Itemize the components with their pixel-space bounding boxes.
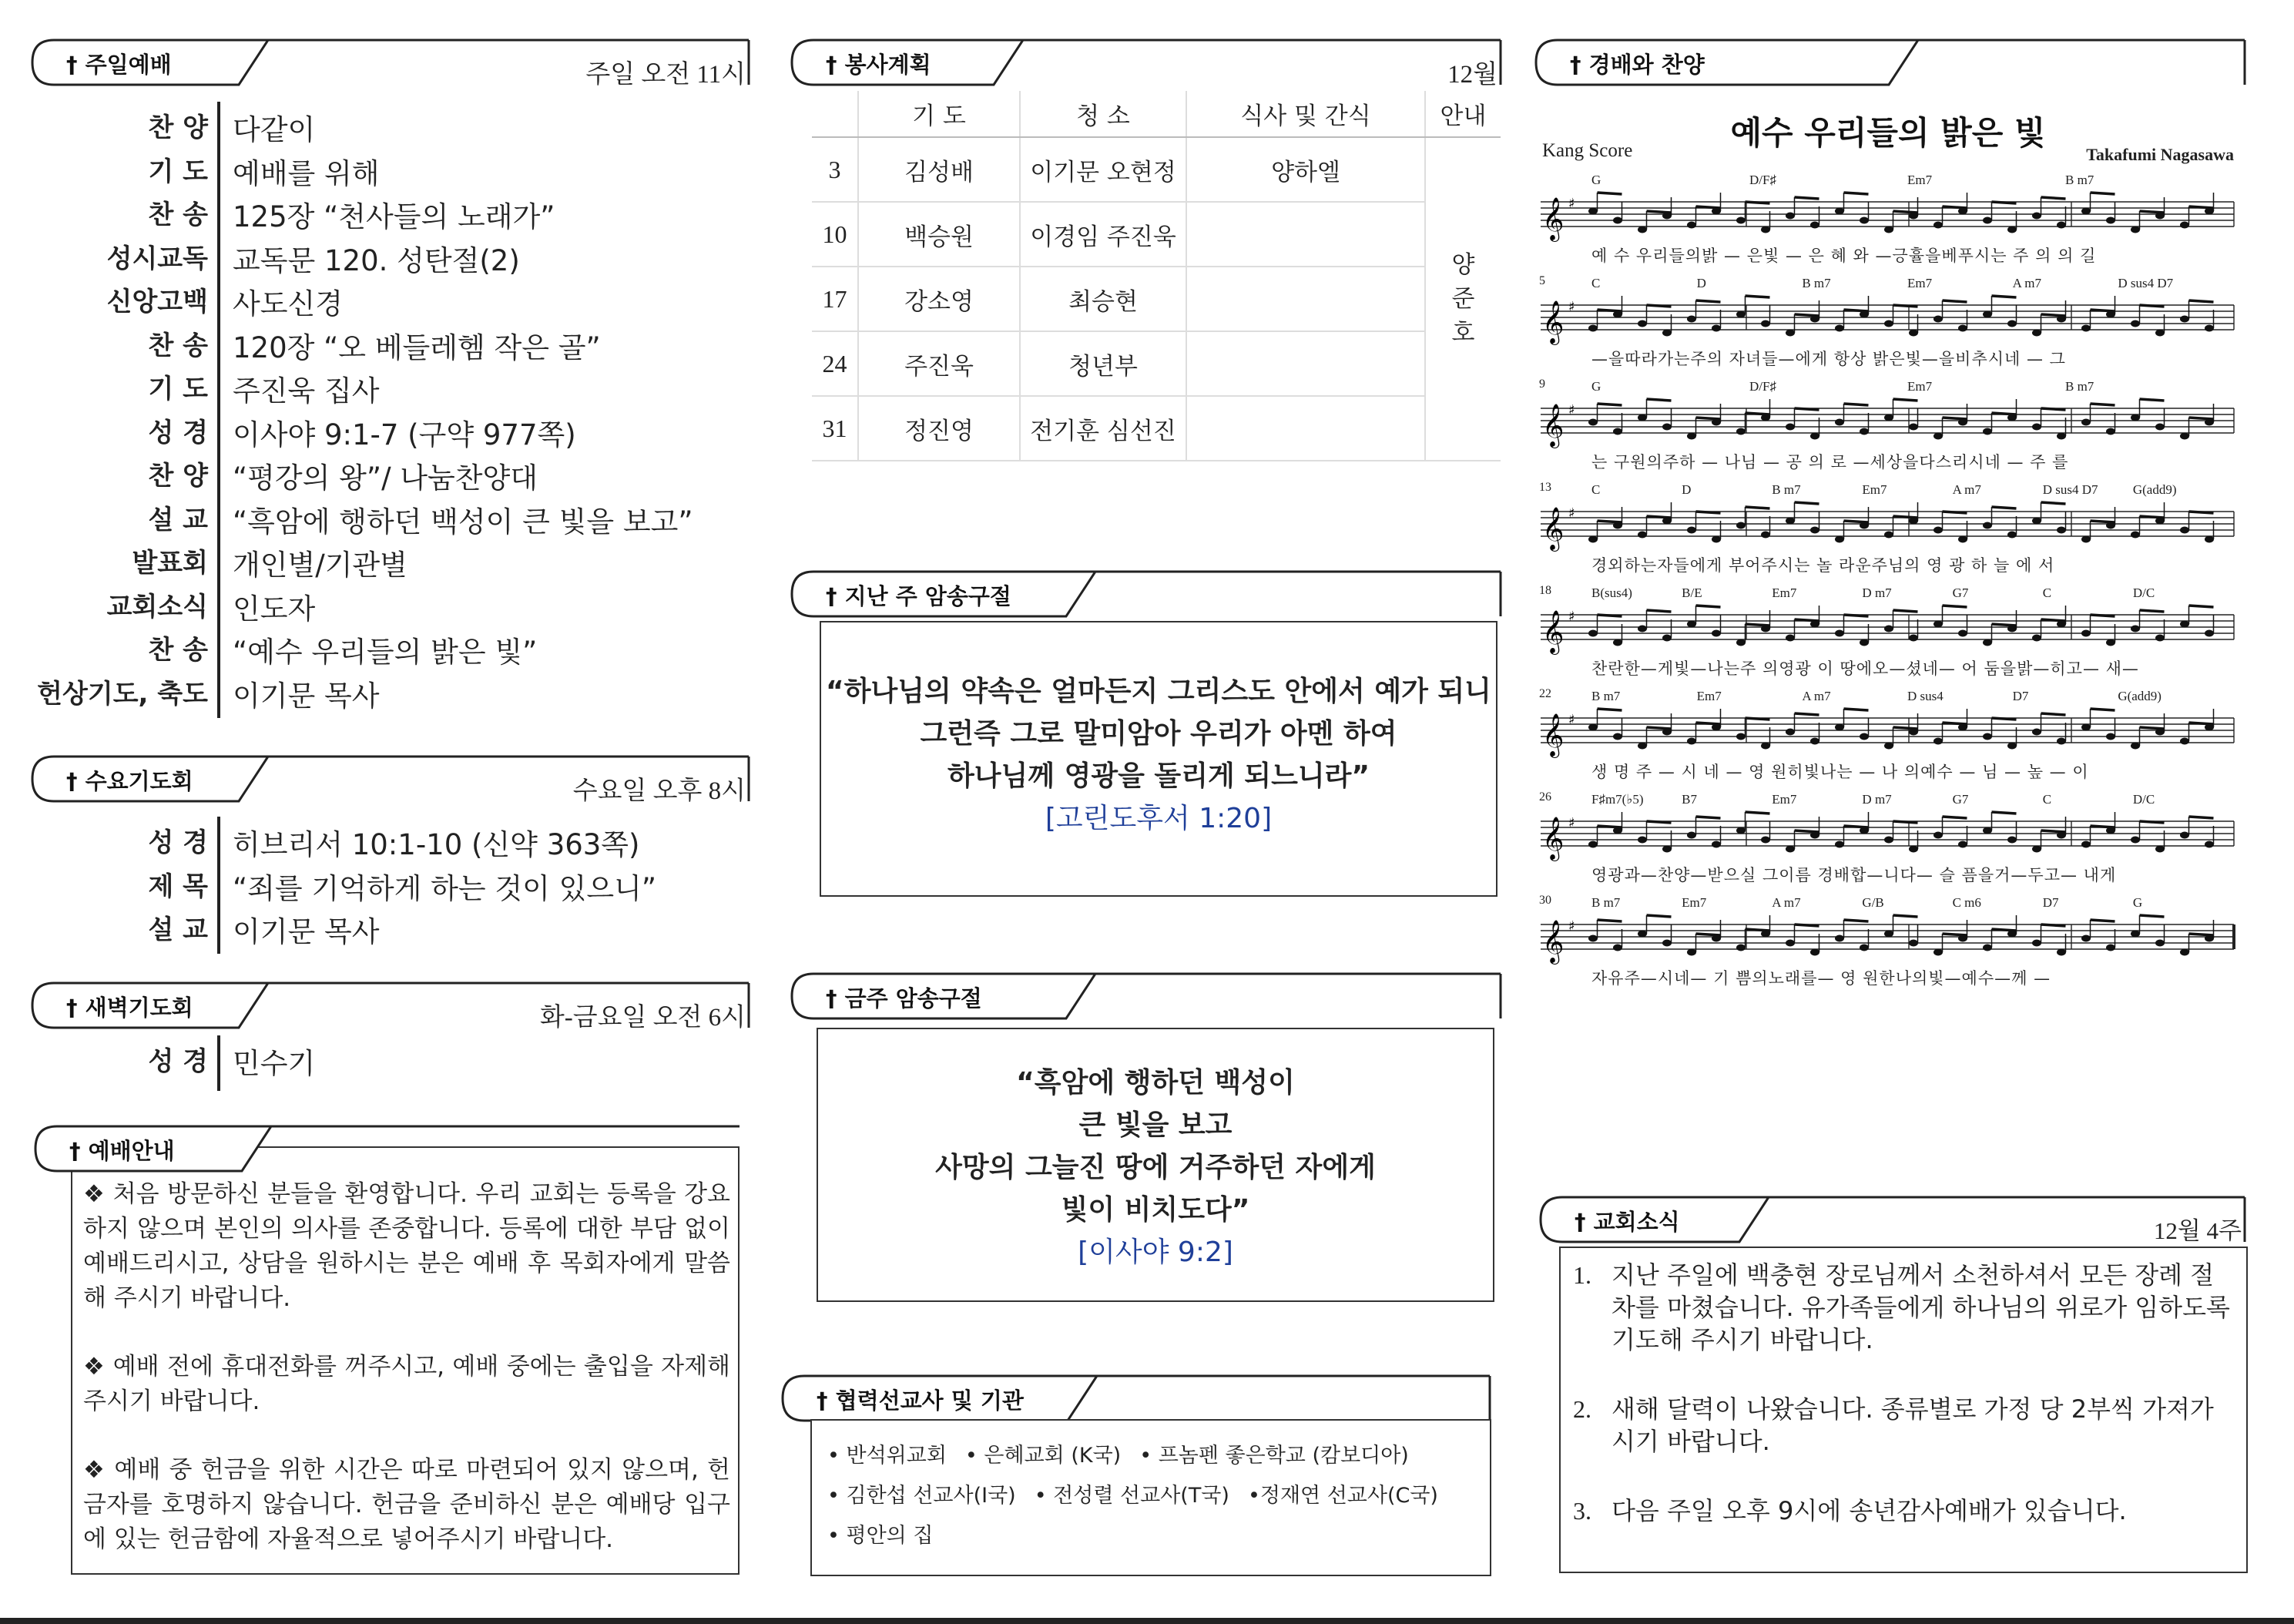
music-staff bbox=[1538, 604, 2239, 658]
sunday-worship-header bbox=[31, 39, 752, 89]
chord-symbol: Em7 bbox=[1907, 379, 1933, 394]
order-row bbox=[31, 904, 752, 947]
chord-symbol: A m7 bbox=[1772, 895, 1801, 910]
order-label: 찬 송 bbox=[148, 635, 208, 666]
chord-symbol: B m7 bbox=[1802, 276, 1831, 290]
measure-number: 22 bbox=[1539, 687, 1551, 700]
chord-symbol: D sus4 bbox=[1907, 689, 1944, 703]
verse-line: 빛이 비치도다” bbox=[1061, 1194, 1250, 1226]
chord-symbol: B/E bbox=[1682, 586, 1702, 600]
guide-char: 준 bbox=[1451, 285, 1475, 313]
music-staff bbox=[1538, 707, 2239, 761]
lyrics-line: 는 구원의주하 — 나님 — 공 의 로 —세상을다스리시네 — 주 를 bbox=[1591, 453, 2069, 471]
section-title: † 교회소식 bbox=[1575, 1209, 1680, 1235]
order-label: 찬 양 bbox=[148, 461, 208, 492]
svg-text:𝄞: 𝄞 bbox=[1542, 507, 1565, 550]
mission-item: •정재연 선교사(C국) bbox=[1247, 1484, 1438, 1508]
chord-symbol: G(add9) bbox=[2132, 482, 2177, 497]
measure-number: 30 bbox=[1539, 894, 1551, 907]
chord-symbol: A m7 bbox=[1802, 689, 1831, 703]
guide-paragraph: ❖ 예배 전에 휴대전화를 꺼주시고, 예배 중에는 출입을 자제해 주시기 바랍니다. bbox=[83, 1353, 730, 1415]
worship-song-header bbox=[1534, 39, 2248, 86]
order-value: 이기문 목사 bbox=[233, 679, 380, 713]
service-month: 12월 bbox=[1447, 61, 1497, 89]
order-label: 성 경 bbox=[148, 1046, 208, 1077]
verse-reference: [고린도후서 1:20] bbox=[1045, 803, 1273, 834]
order-value: 교독문 120. 성탄절(2) bbox=[233, 243, 520, 277]
verse-line: 하나님께 영광을 돌리게 되느니라” bbox=[947, 760, 1370, 792]
meal-cell bbox=[1186, 396, 1425, 461]
news-date: 12월 4주 bbox=[2153, 1217, 2242, 1244]
order-label: 찬 송 bbox=[148, 200, 208, 230]
order-value: “평강의 왕”/ 나눔찬양대 bbox=[233, 461, 538, 495]
chord-symbol: Em7 bbox=[1772, 586, 1797, 600]
verse-reference: [이사야 9:2] bbox=[1078, 1236, 1233, 1268]
mission-item: • 반석위교회 bbox=[827, 1444, 947, 1468]
order-value: 125장 “천사들의 노래가” bbox=[233, 200, 555, 233]
score-system bbox=[1538, 687, 2239, 790]
chord-symbol: C bbox=[1591, 482, 1601, 497]
verse-line: “하나님의 약속은 얼마든지 그리스도 안에서 예가 되니 bbox=[826, 676, 1491, 707]
chord-symbol: Em7 bbox=[1907, 173, 1933, 187]
mission-line bbox=[827, 1436, 1474, 1476]
order-label: 기 도 bbox=[148, 374, 208, 404]
column-header: 청 소 bbox=[1020, 91, 1186, 137]
chord-symbol: C bbox=[2042, 792, 2052, 807]
mission-item: • 은혜교회 (K국) bbox=[964, 1444, 1122, 1468]
svg-text:𝄞: 𝄞 bbox=[1542, 713, 1565, 757]
column-header: 식사 및 간식 bbox=[1186, 91, 1425, 137]
news-text: 지난 주일에 백충현 장로님께서 소천하셔서 모든 장례 절차를 마쳤습니다. 유가족들에게 하나님의 위로가 임하도록 기도해 주시기 바랍니다. bbox=[1612, 1260, 2230, 1354]
verse-line: 큰 빛을 보고 bbox=[1078, 1109, 1233, 1141]
week-cell: 3 bbox=[812, 137, 858, 202]
measure-number: 18 bbox=[1539, 584, 1551, 597]
svg-text:𝄞: 𝄞 bbox=[1542, 817, 1565, 860]
chord-symbol: Em7 bbox=[1907, 276, 1933, 290]
chord-symbol: B m7 bbox=[1591, 895, 1621, 910]
svg-text:𝄞: 𝄞 bbox=[1542, 610, 1565, 653]
svg-text:♯: ♯ bbox=[1568, 815, 1575, 831]
order-label: 찬 양 bbox=[148, 112, 208, 143]
news-text: 새해 달력이 나왔습니다. 종류별로 가정 당 2부씩 가져가시기 바랍니다. bbox=[1612, 1394, 2214, 1456]
svg-text:♯: ♯ bbox=[1568, 505, 1575, 522]
svg-text:♯: ♯ bbox=[1568, 609, 1575, 625]
chord-symbol: B m7 bbox=[2065, 379, 2094, 394]
mission-item: • 김한섭 선교사(I국) bbox=[827, 1484, 1016, 1508]
prayer-cell: 정진영 bbox=[858, 396, 1020, 461]
chord-symbol: D m7 bbox=[1862, 792, 1892, 807]
score-system bbox=[1538, 790, 2239, 894]
order-row bbox=[31, 102, 752, 145]
verse-line: “흑암에 행하던 백성이 bbox=[1016, 1067, 1295, 1099]
order-row bbox=[31, 189, 752, 232]
composer: Takafumi Nagasawa bbox=[2086, 145, 2234, 164]
order-value: 예배를 위해 bbox=[233, 156, 380, 190]
dawn-order bbox=[31, 1035, 752, 1091]
measure-number: 5 bbox=[1539, 274, 1545, 287]
mission-item: • 전성렬 선교사(T국) bbox=[1034, 1484, 1229, 1508]
table-header-row bbox=[812, 91, 1501, 137]
order-row bbox=[31, 363, 752, 406]
missions-header bbox=[781, 1374, 1493, 1422]
chord-symbol: D sus4 D7 bbox=[2118, 276, 2174, 290]
lyrics-line: 경외하는자들에게 부어주시는 놀 라운주님의 영 광 하 늘 에 서 bbox=[1591, 556, 2055, 575]
order-value: 이기문 목사 bbox=[233, 915, 380, 948]
table-row bbox=[812, 202, 1501, 267]
cleaning-cell: 최승현 bbox=[1020, 267, 1186, 331]
music-staff bbox=[1538, 398, 2239, 451]
chord-symbol: Em7 bbox=[1696, 689, 1722, 703]
order-row bbox=[31, 407, 752, 450]
order-label: 신앙고백 bbox=[106, 287, 208, 317]
page-bottom-border bbox=[0, 1618, 2294, 1624]
music-staff bbox=[1538, 914, 2239, 968]
chord-symbol: G/B bbox=[1862, 895, 1884, 910]
svg-text:♯: ♯ bbox=[1568, 402, 1575, 418]
week-cell: 31 bbox=[812, 396, 858, 461]
table-row bbox=[812, 331, 1501, 396]
guide-cell bbox=[1425, 137, 1501, 461]
chord-symbol: C m6 bbox=[1952, 895, 1981, 910]
cleaning-cell: 청년부 bbox=[1020, 331, 1186, 396]
music-staff bbox=[1538, 294, 2239, 348]
score-system bbox=[1538, 481, 2239, 584]
chord-symbol: D7 bbox=[2042, 895, 2059, 910]
this-verse-header bbox=[790, 972, 1504, 1020]
chord-symbol: D bbox=[1696, 276, 1706, 290]
lyrics-line: 영광과—찬양—받으실 그이름 경배합—니다— 슬 픔을거—두고— 내게 bbox=[1591, 866, 2117, 884]
chord-symbol: G(add9) bbox=[2118, 689, 2162, 703]
order-label: 설 교 bbox=[148, 504, 208, 535]
chord-symbol: B m7 bbox=[2065, 173, 2094, 187]
section-title: † 협력선교사 및 기관 bbox=[817, 1387, 1024, 1414]
guide-char: 양 bbox=[1451, 251, 1475, 279]
chord-symbol: G7 bbox=[1952, 586, 1969, 600]
cleaning-cell: 이기문 오현정 bbox=[1020, 137, 1186, 202]
meal-cell bbox=[1186, 202, 1425, 267]
chord-symbol: B m7 bbox=[1591, 689, 1621, 703]
chord-symbol: B7 bbox=[1682, 792, 1697, 807]
service-plan-header bbox=[790, 39, 1504, 89]
order-row bbox=[31, 233, 752, 276]
news-item bbox=[1573, 1495, 2234, 1527]
prayer-cell: 주진욱 bbox=[858, 331, 1020, 396]
chord-symbol: G bbox=[1591, 379, 1601, 394]
section-title: † 수요기도회 bbox=[66, 768, 193, 794]
service-time: 화-금요일 오전 6시 bbox=[539, 1004, 746, 1032]
order-label: 찬 송 bbox=[148, 330, 208, 361]
verse-line: 사망의 그늘진 땅에 거주하던 자에게 bbox=[935, 1152, 1376, 1183]
news-item bbox=[1573, 1259, 2234, 1356]
table-row bbox=[812, 396, 1501, 461]
column-header: 안내 bbox=[1425, 91, 1501, 137]
guide-char: 호 bbox=[1451, 319, 1475, 347]
worship-guide-text bbox=[83, 1177, 730, 1557]
section-title: † 지난 주 암송구절 bbox=[826, 583, 1011, 609]
chord-symbol: B(sus4) bbox=[1591, 586, 1632, 600]
lyrics-line: 예 수 우리들의밝 — 은빛 — 은 혜 와 —긍휼을베푸시는 주 의 의 길 bbox=[1591, 247, 2097, 265]
week-cell: 24 bbox=[812, 331, 858, 396]
chord-symbol: G7 bbox=[1952, 792, 1969, 807]
score-system bbox=[1538, 894, 2239, 997]
lyrics-line: 찬란한—게빛—나는주 의영광 이 땅에오—셨네— 어 둠을밝—히고— 새— bbox=[1591, 659, 2139, 678]
prayer-cell: 강소영 bbox=[858, 267, 1020, 331]
order-label: 기 도 bbox=[148, 156, 208, 187]
order-row bbox=[31, 450, 752, 493]
news-item bbox=[1573, 1393, 2234, 1458]
prayer-cell: 백승원 bbox=[858, 202, 1020, 267]
order-value: 주진욱 집사 bbox=[233, 374, 380, 408]
order-label: 성 경 bbox=[148, 827, 208, 858]
meal-cell: 양하엘 bbox=[1186, 137, 1425, 202]
chord-symbol: G bbox=[1591, 173, 1601, 187]
svg-text:♯: ♯ bbox=[1568, 918, 1575, 934]
order-value: “죄를 기억하게 하는 것이 있으니” bbox=[233, 871, 657, 905]
score-system bbox=[1538, 274, 2239, 377]
measure-number: 13 bbox=[1539, 481, 1551, 494]
chord-symbol: D/C bbox=[2132, 792, 2155, 807]
service-time: 수요일 오후 8시 bbox=[572, 777, 746, 805]
mission-item: • 평안의 집 bbox=[827, 1524, 934, 1548]
mission-line bbox=[827, 1516, 1474, 1556]
cleaning-cell: 이경임 주진욱 bbox=[1020, 202, 1186, 267]
mission-line bbox=[827, 1476, 1474, 1516]
svg-text:𝄞: 𝄞 bbox=[1542, 300, 1565, 344]
news-number: 3. bbox=[1573, 1497, 1591, 1525]
order-row bbox=[31, 817, 752, 860]
order-value: 인도자 bbox=[233, 592, 316, 626]
meal-cell bbox=[1186, 267, 1425, 331]
week-cell: 17 bbox=[812, 267, 858, 331]
chord-symbol: D m7 bbox=[1862, 586, 1892, 600]
music-staff bbox=[1538, 810, 2239, 864]
missions-box bbox=[810, 1419, 1491, 1576]
order-row bbox=[31, 146, 752, 189]
table-row bbox=[812, 267, 1501, 331]
mission-item: • 프놈펜 좋은학교 (캄보디아) bbox=[1139, 1444, 1409, 1468]
column-header bbox=[812, 91, 858, 137]
svg-text:♯: ♯ bbox=[1568, 196, 1575, 212]
song-title: 예수 우리들의 밝은 빛 bbox=[1730, 114, 2046, 152]
section-title: † 경배와 찬양 bbox=[1570, 52, 1705, 78]
order-value: 민수기 bbox=[233, 1047, 316, 1080]
order-value: 히브리서 10:1-10 (신약 363쪽) bbox=[233, 828, 640, 861]
dawn-prayer-header bbox=[31, 981, 752, 1032]
order-value: “흑암에 행하던 백성이 큰 빛을 보고” bbox=[233, 505, 693, 539]
svg-text:𝄞: 𝄞 bbox=[1542, 920, 1565, 963]
lyrics-line: 생 명 주 — 시 네 — 영 원히빛나는 — 나 의예수 — 님 — 높 — 이 bbox=[1591, 763, 2089, 781]
lyrics-line: —을따라가는주의 자녀들—에게 항상 밝은빛—을비추시네 — 그 bbox=[1591, 350, 2066, 368]
chord-symbol: Em7 bbox=[1862, 482, 1887, 497]
chord-symbol: D bbox=[1682, 482, 1692, 497]
chord-symbol: D/C bbox=[2132, 586, 2155, 600]
wednesday-order bbox=[31, 817, 752, 954]
news-number: 2. bbox=[1573, 1395, 1591, 1423]
order-value: 개인별/기관별 bbox=[233, 549, 407, 582]
order-label: 설 교 bbox=[148, 914, 208, 945]
chord-symbol: Em7 bbox=[1682, 895, 1707, 910]
chord-symbol: A m7 bbox=[2012, 276, 2041, 290]
order-row bbox=[31, 494, 752, 537]
score-system bbox=[1538, 377, 2239, 481]
music-staff bbox=[1538, 501, 2239, 555]
this-verse-box bbox=[817, 1028, 1494, 1302]
order-label: 교회소식 bbox=[106, 591, 208, 622]
chord-symbol: G bbox=[2132, 895, 2143, 910]
measure-number: 9 bbox=[1539, 377, 1545, 391]
church-news-header bbox=[1539, 1196, 2248, 1243]
news-number: 1. bbox=[1573, 1261, 1591, 1289]
svg-text:𝄞: 𝄞 bbox=[1542, 404, 1565, 447]
publisher: Kang Score bbox=[1542, 140, 1633, 161]
order-label: 성시교독 bbox=[106, 243, 208, 274]
score-system bbox=[1538, 584, 2239, 687]
order-value: 120장 “오 베들레헴 작은 골” bbox=[233, 331, 601, 364]
chord-symbol: C bbox=[1591, 276, 1601, 290]
last-verse-box bbox=[820, 621, 1497, 897]
order-value: “예수 우리들의 밝은 빛” bbox=[233, 636, 538, 669]
week-cell: 10 bbox=[812, 202, 858, 267]
sheet-music bbox=[1538, 100, 2239, 1055]
news-text: 다음 주일 오후 9시에 송년감사예배가 있습니다. bbox=[1612, 1496, 2127, 1525]
order-row bbox=[31, 624, 752, 667]
last-verse-header bbox=[790, 570, 1504, 618]
order-value: 사도신경 bbox=[233, 287, 343, 320]
wednesday-prayer-header bbox=[31, 755, 752, 803]
order-row bbox=[31, 861, 752, 904]
section-title: † 예배안내 bbox=[69, 1138, 175, 1164]
section-title: † 금주 암송구절 bbox=[826, 985, 982, 1012]
section-title: † 새벽기도회 bbox=[66, 995, 193, 1021]
order-row bbox=[31, 581, 752, 624]
order-value: 다같이 bbox=[233, 113, 316, 146]
order-row bbox=[31, 1035, 752, 1079]
section-title: † 주일예배 bbox=[66, 52, 172, 78]
svg-text:𝄞: 𝄞 bbox=[1542, 197, 1565, 240]
order-row bbox=[31, 320, 752, 363]
service-time: 주일 오전 11시 bbox=[585, 61, 746, 89]
chord-symbol: Em7 bbox=[1772, 792, 1797, 807]
guide-paragraph: ❖ 예배 중 헌금을 위한 시간은 따로 마련되어 있지 않으며, 헌금자를 호명하지 않습니다. 헌금을 준비하신 분은 예배당 입구에 있는 헌금함에 자율적으로 넣어주시기 바랍니다. bbox=[83, 1456, 730, 1553]
chord-symbol: B m7 bbox=[1772, 482, 1801, 497]
church-news-box bbox=[1559, 1247, 2248, 1573]
section-title: † 봉사계획 bbox=[826, 52, 931, 78]
order-label: 제 목 bbox=[148, 871, 208, 902]
service-table bbox=[812, 91, 1501, 461]
music-staff bbox=[1538, 191, 2239, 245]
chord-symbol: C bbox=[2042, 586, 2052, 600]
svg-text:♯: ♯ bbox=[1568, 712, 1575, 728]
chord-symbol: D sus4 D7 bbox=[2042, 482, 2098, 497]
order-row bbox=[31, 276, 752, 319]
lyrics-line: 자유주—시네— 기 쁨의노래를— 영 원한나의빛—예수—께 — bbox=[1591, 969, 2051, 988]
chord-symbol: D7 bbox=[2012, 689, 2029, 703]
order-label: 성 경 bbox=[148, 417, 208, 448]
order-label: 발표회 bbox=[132, 548, 208, 579]
score-system bbox=[1538, 171, 2239, 274]
chord-symbol: F♯m7(♭5) bbox=[1591, 792, 1644, 807]
table-row bbox=[812, 137, 1501, 202]
worship-guide-header bbox=[34, 1125, 743, 1173]
chord-symbol: D/F♯ bbox=[1749, 173, 1776, 187]
chord-symbol: A m7 bbox=[1952, 482, 1981, 497]
measure-number: 26 bbox=[1539, 790, 1551, 804]
chord-symbol: D/F♯ bbox=[1749, 379, 1776, 394]
cleaning-cell: 전기훈 심선진 bbox=[1020, 396, 1186, 461]
column-header: 기 도 bbox=[858, 91, 1020, 137]
svg-text:♯: ♯ bbox=[1568, 299, 1575, 315]
order-row bbox=[31, 537, 752, 580]
sunday-order bbox=[31, 102, 752, 718]
order-label: 헌상기도, 축도 bbox=[37, 678, 208, 710]
verse-line: 그런즉 그로 말미암아 우리가 아멘 하여 bbox=[920, 718, 1397, 750]
meal-cell bbox=[1186, 331, 1425, 396]
order-row bbox=[31, 668, 752, 711]
prayer-cell: 김성배 bbox=[858, 137, 1020, 202]
order-value: 이사야 9:1-7 (구약 977쪽) bbox=[233, 418, 576, 451]
guide-paragraph: ❖ 처음 방문하신 분들을 환영합니다. 우리 교회는 등록을 강요하지 않으며 본인의 의사를 존중합니다. 등록에 대한 부담 없이 예배드리시고, 상담을 원하시는 분은 예배 후 목회자에게 말씀해 주시기 바랍니다. bbox=[83, 1180, 730, 1312]
